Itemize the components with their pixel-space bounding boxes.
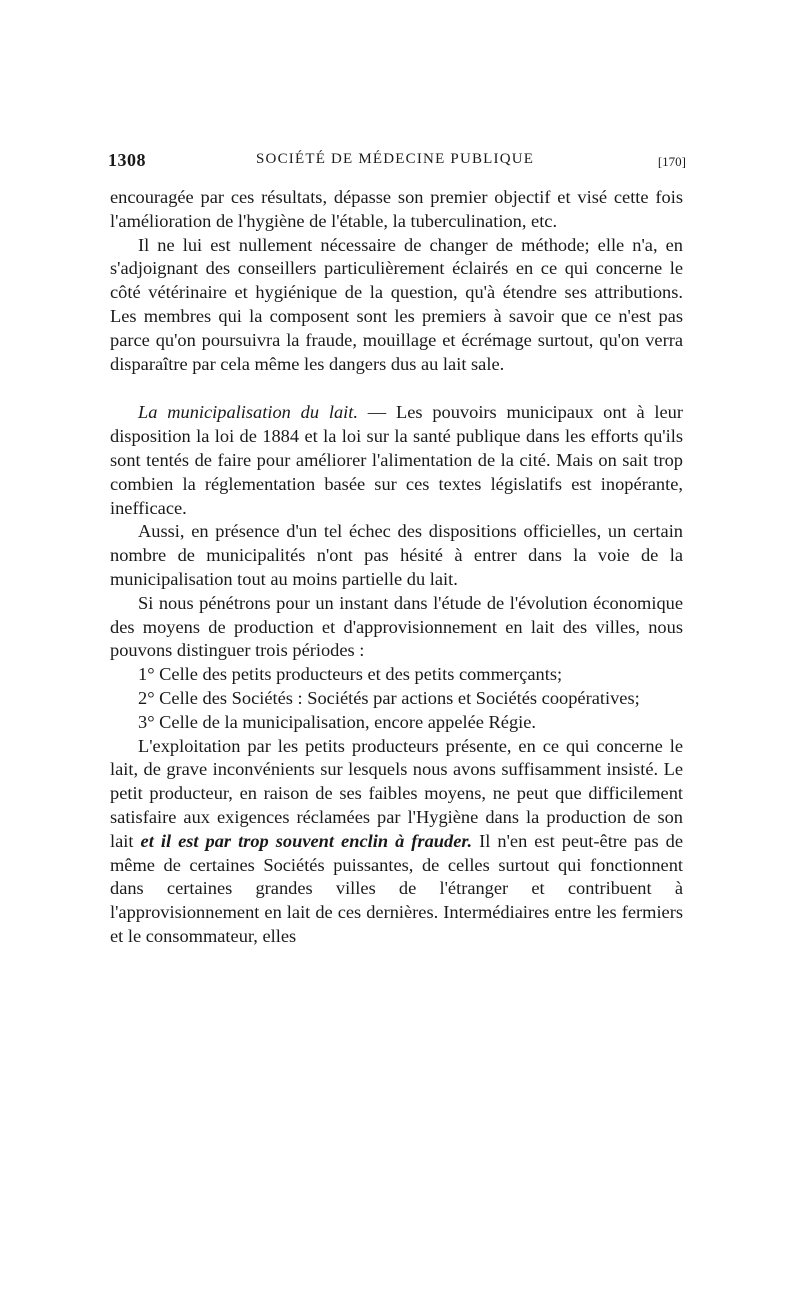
page-header xyxy=(108,150,686,178)
list-item-1: 1° Celle des petits producteurs et des petits commerçants; xyxy=(138,664,563,685)
list-item-3: 3° Celle de la municipalisation, encore appelée Régie. xyxy=(138,711,537,732)
paragraph-3-text: — Les pouvoirs municipaux ont à leur disposition la loi de 1884 et la loi sur la santé publique dans les efforts qu'ils sont tentés de faire pour améliorer l'alimentation de la cité. Mais on sait trop combien la réglementation basée sur ces textes législatifs est inopérante, inefficace. xyxy=(110,402,684,518)
paragraph-3 xyxy=(110,401,683,520)
running-title: SOCIÉTÉ DE MÉDECINE PUBLIQUE xyxy=(256,151,535,167)
paragraph-6 xyxy=(110,735,683,949)
paragraph-6-end: Il n'en est peut-être pas de même de certaines Sociétés puissantes, de celles surtout qui fonctionnent dans certaines grandes villes de l'étranger et contribuent à l'approvisionnement en lait de ces dernières. Intermédiaires entre les fermiers et le consommateur, elles xyxy=(110,830,684,946)
paragraph-1: encouragée par ces résultats, dépasse son premier objectif et visé cette fois l'amélioration de l'hygiène de l'étable, la tuberculination, etc. xyxy=(110,187,683,231)
paragraph-6-emphasis: et il est par trop souvent enclin à frauder. xyxy=(140,830,473,851)
page-reference: [170] xyxy=(657,154,686,169)
paragraph-6-start: L'exploitation par les petits producteurs présente, en ce qui concerne le lait, de grave inconvénients sur lesquels nous avons suffisamment insisté. Le petit producteur, en raison de ses faibles moyens, ne peut que difficilement satisfaire aux exigences réclamées par l'Hygiène dans la production de son lait xyxy=(110,735,683,851)
page-body xyxy=(110,186,683,949)
paragraph-5: Si nous pénétrons pour un instant dans l'étude de l'évolution économique des moyens de production et d'approvisionnement en lait des villes, nous pouvons distinguer trois périodes : xyxy=(110,592,683,661)
section-gap xyxy=(110,376,683,401)
paragraph-2: Il ne lui est nullement nécessaire de changer de méthode; elle n'a, en s'adjoignant des conseillers particulièrement éclairés en ce qui concerne le côté vétérinaire et hygiénique de la question, qu'à étendre ses attributions. Les membres qui la composent sont les premiers à savoir que ce n'est pas parce qu'on poursuivra la fraude, mouillage et écrémage surtout, qu'on verra disparaître par cela même les dangers dus au lait sale. xyxy=(110,234,683,374)
list-item-2: 2° Celle des Sociétés : Sociétés par actions et Sociétés coopératives; xyxy=(138,687,640,708)
section-heading: La municipalisation du lait. xyxy=(138,402,358,423)
page-number: 1308 xyxy=(108,150,146,170)
paragraph-4: Aussi, en présence d'un tel échec des dispositions officielles, un certain nombre de municipalités n'ont pas hésité à entrer dans la voie de la municipalisation tout au moins partielle du lait. xyxy=(110,521,683,589)
